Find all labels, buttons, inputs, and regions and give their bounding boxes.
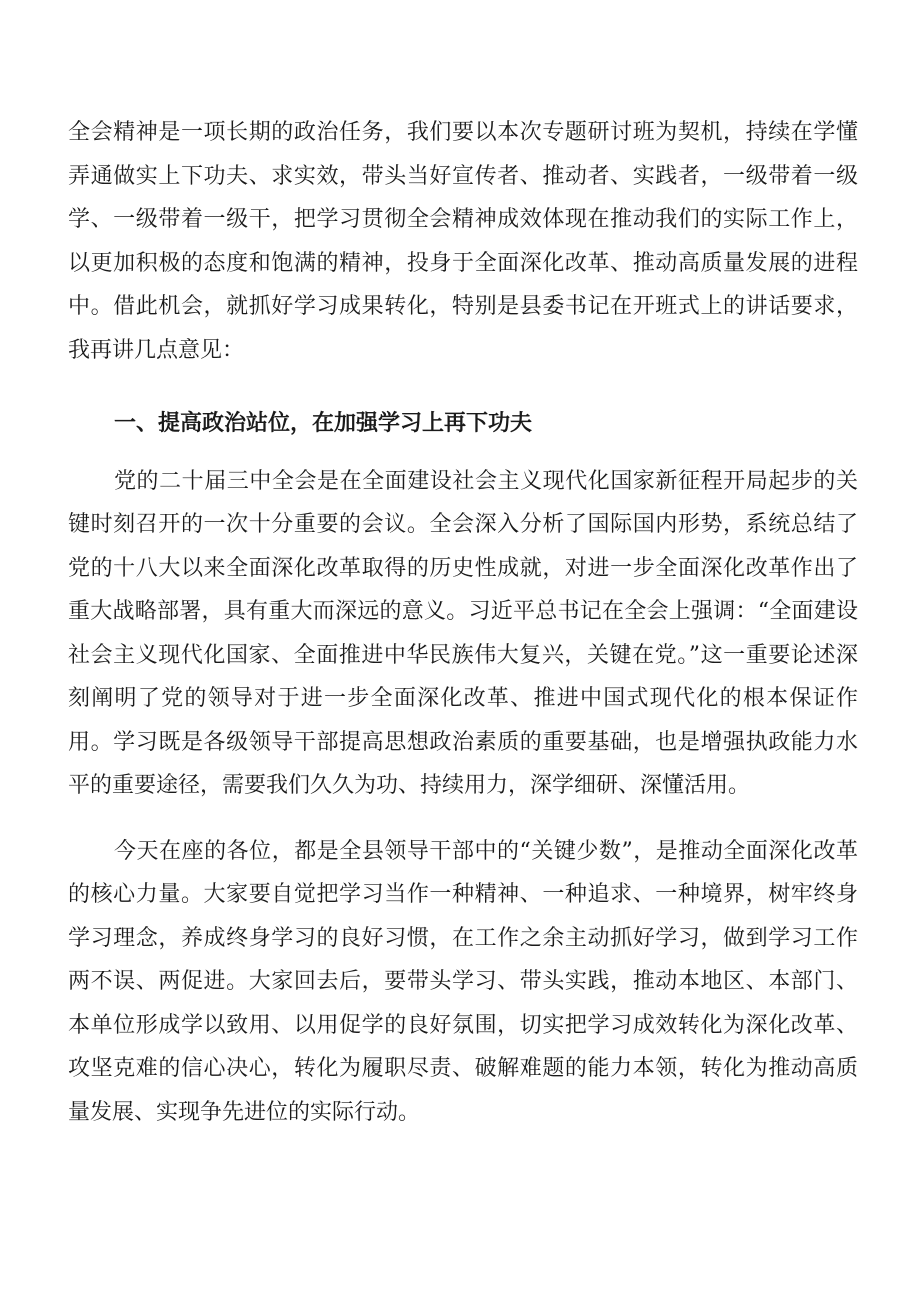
paragraph-1: 全会精神是一项长期的政治任务，我们要以本次专题研讨班为契机，持续在学懂弄通做实上下功夫、求实效，带头当好宣传者、推动者、实践者，一级带着一级学、一级带着一级干，把学习贯彻全会精神成效体现在推动我们的实际工作上，以更加积极的态度和饱满的精神，投身于全面深化改革、推动高质量发展的进程中。借此机会，就抓好学习成果转化，特别是县委书记在开班式上的讲话要求，我再讲几点意见： <box>68 120 858 363</box>
paragraph-gap <box>68 808 858 830</box>
document-page <box>68 111 858 1134</box>
paragraph-3: 今天在座的各位，都是全县领导干部中的“关键少数”，是推动全面深化改革的核心力量。大家要自觉把学习当作一种精神、一种追求、一种境界，树牢终身学习理念，养成终身学习的良好习惯，在工作之余主动抓好学习，做到学习工作两不误、两促进。大家回去后，要带头学习、带头实践，推动本地区、本部门、本单位形成学以致用、以用促学的良好氛围，切实把学习成效转化为深化改革、攻坚克难的信心决心，转化为履职尽责、破解难题的能力本领，转化为推动高质量发展、实现争先进位的实际行动。 <box>68 838 858 1125</box>
paragraph-2: 党的二十届三中全会是在全面建设社会主义现代化国家新征程开局起步的关键时刻召开的一次十分重要的会议。全会深入分析了国际国内形势，系统总结了党的十八大以来全面深化改革取得的历史性成就，对进一步全面深化改革作出了重大战略部署，具有重大而深远的意义。习近平总书记在全会上强调：“全面建设社会主义现代化国家、全面推进中华民族伟大复兴，关键在党。”这一重要论述深刻阐明了党的领导对于进一步全面深化改革、推进中国式现代化的根本保证作用。学习既是各级领导干部提高思想政治素质的重要基础，也是增强执政能力水平的重要途径，需要我们久久为功、持续用力，深学细研、深懂活用。 <box>68 468 858 798</box>
section-heading-1: 一、提高政治站位，在加强学习上再下功夫 <box>114 411 533 436</box>
